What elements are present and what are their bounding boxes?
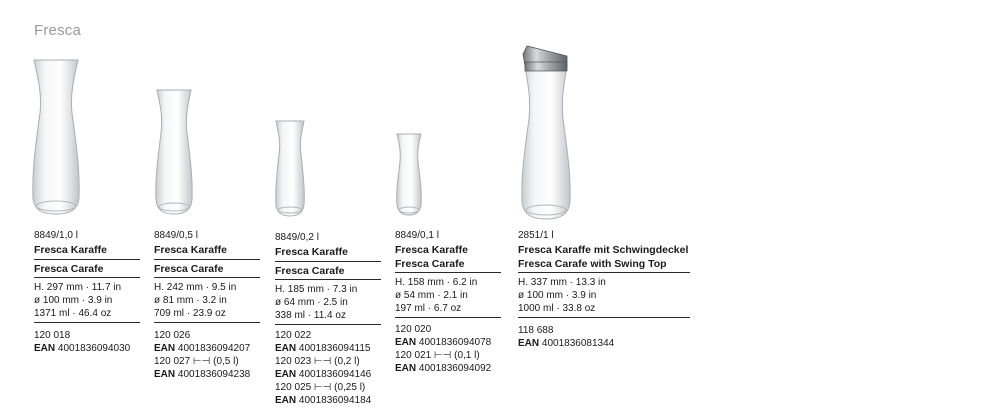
carafe-image [152,88,196,218]
spec-volume: 197 ml · 6.7 oz [395,303,462,314]
spec-height: H. 297 mm · 11.7 in [34,282,122,293]
product-name-en: Fresca Carafe [34,262,104,275]
spec-diameter: ø 100 mm · 3.9 in [518,290,597,301]
spec-volume: 709 ml · 23.9 oz [154,308,226,319]
product-code: 8849/0,1 l [395,230,439,241]
spec-volume: 1371 ml · 46.4 oz [34,308,112,319]
spec-diameter: ø 81 mm · 3.2 in [154,295,227,306]
ean-line: EAN 4001836094030 [34,343,131,354]
spec-volume: 338 ml · 11.4 oz [275,310,346,321]
order-line: 120 027 ⊢⊣ (0,5 l) [154,356,239,367]
order-line: 120 021 ⊢⊣ (0,1 l) [395,350,480,361]
product-code: 8849/1,0 l [34,230,78,241]
ean-line: EAN 4001836094115 [275,343,371,354]
ean-line: EAN 4001836094207 [154,343,251,354]
ean-line: EAN 4001836081344 [518,338,615,349]
product-name-en: Fresca Carafe [154,262,224,275]
order-line: 120 023 ⊢⊣ (0,2 l) [275,356,360,367]
product-name-en: Fresca Carafe with Swing Top [518,257,667,270]
spec-diameter: ø 100 mm · 3.9 in [34,295,113,306]
ean-line: EAN 4001836094238 [154,369,251,380]
order-line: 120 020 [395,324,432,335]
spec-diameter: ø 64 mm · 2.5 in [275,297,348,308]
order-line: 120 025 ⊢⊣ (0,25 l) [275,382,366,393]
product-code: 8849/0,5 l [154,230,198,241]
spec-height: H. 158 mm · 6.2 in [395,277,478,288]
product-name-de: Fresca Karaffe [34,244,107,256]
ean-line: EAN 4001836094146 [275,369,372,380]
spec-volume: 1000 ml · 33.8 oz [518,303,596,314]
carafe-image [272,119,308,219]
product-name-de: Fresca Karaffe [154,244,227,256]
product-name-en: Fresca Carafe [395,257,465,270]
carafe-with-swing-top-image [517,44,575,224]
product-name-en: Fresca Carafe [275,264,345,277]
carafe-image [28,58,84,218]
order-line: 120 022 [275,330,312,341]
product-name-de: Fresca Karaffe mit Schwingdeckel [518,244,689,256]
spec-height: H. 185 mm · 7.3 in [275,284,358,295]
spec-height: H. 337 mm · 13.3 in [518,277,606,288]
spec-diameter: ø 54 mm · 2.1 in [395,290,468,301]
order-line: 118 688 [518,325,554,336]
ean-line: EAN 4001836094078 [395,337,492,348]
carafe-image [393,132,425,218]
ean-line: EAN 4001836094184 [275,395,372,406]
product-code: 8849/0,2 l [275,232,319,243]
spec-height: H. 242 mm · 9.5 in [154,282,237,293]
product-name-de: Fresca Karaffe [275,246,348,258]
ean-line: EAN 4001836094092 [395,363,492,374]
page-title: Fresca [34,22,82,39]
order-line: 120 026 [154,330,191,341]
order-line: 120 018 [34,330,71,341]
product-code: 2851/1 l [518,230,554,241]
product-name-de: Fresca Karaffe [395,244,468,256]
